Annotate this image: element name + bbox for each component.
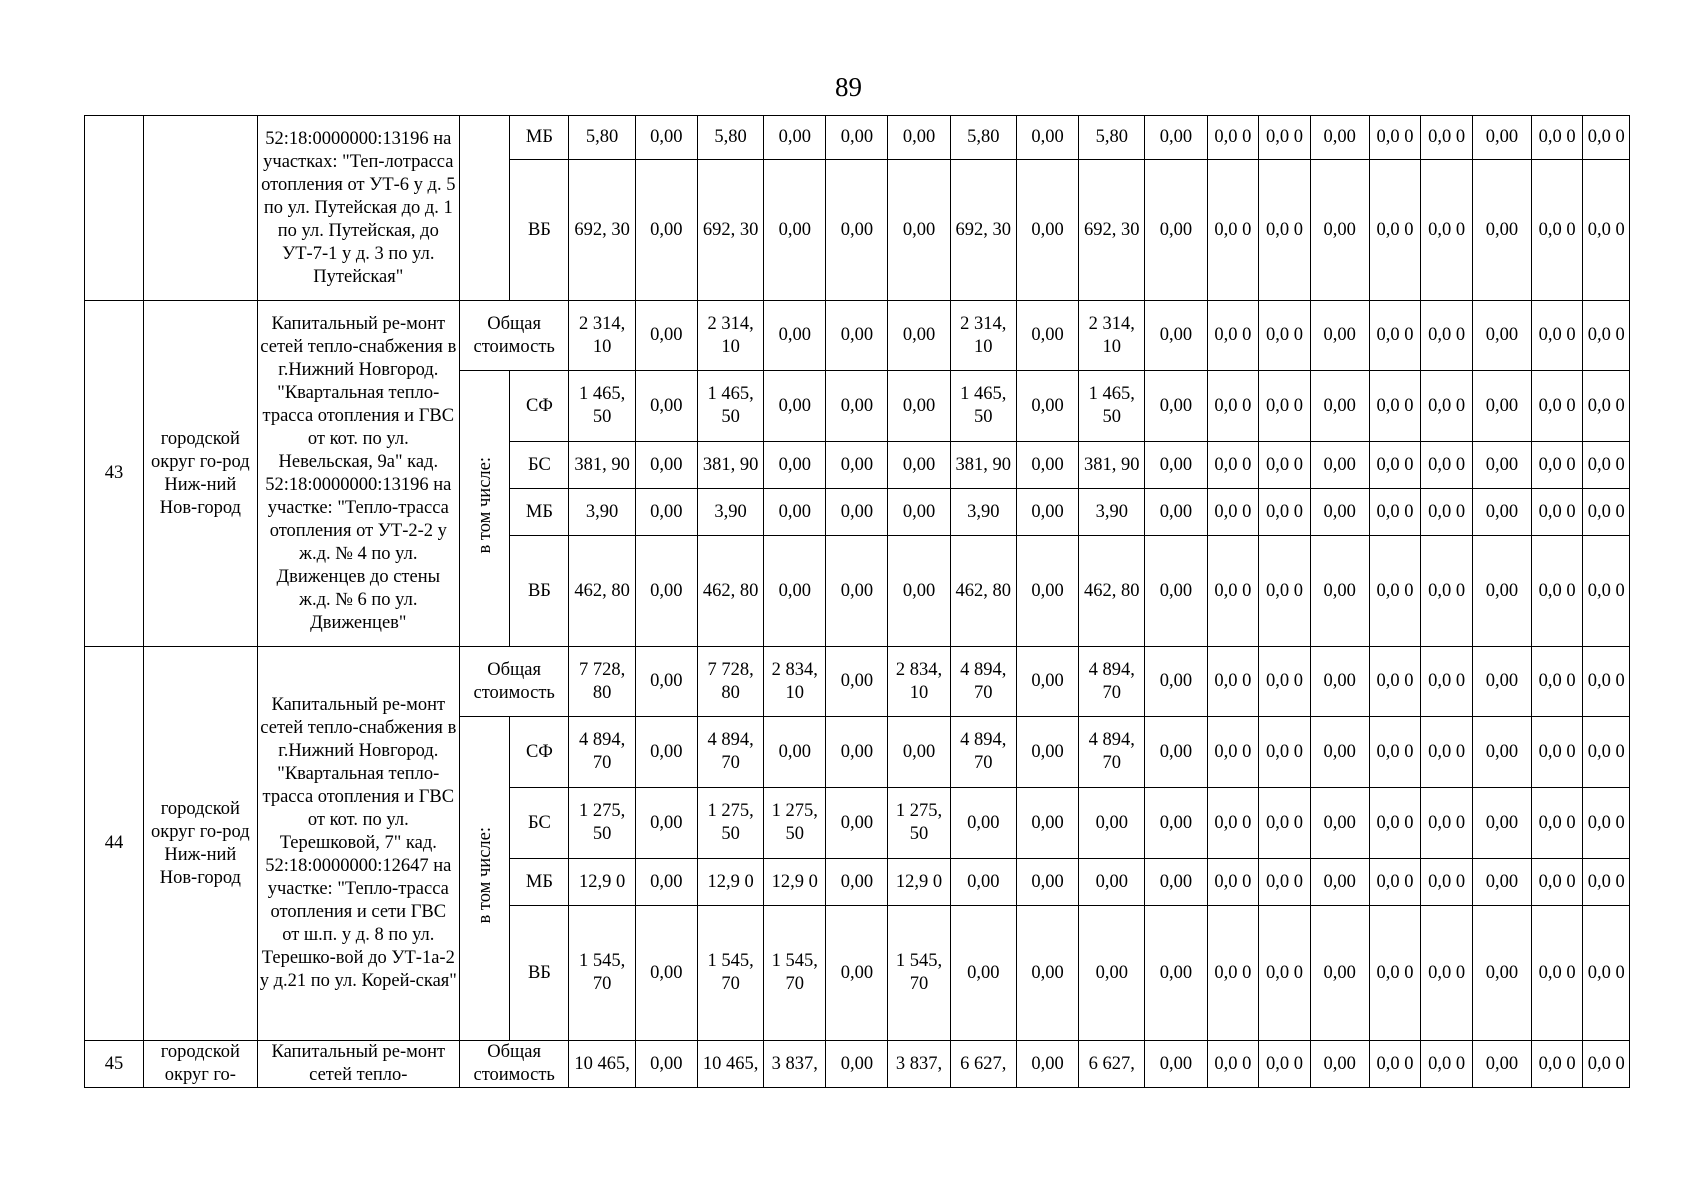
row-number-cell xyxy=(85,116,144,301)
source-value-cell: 0,00 xyxy=(950,906,1016,1041)
source-value-cell: 0,0 0 xyxy=(1583,859,1630,906)
source-value-cell: 0,0 0 xyxy=(1421,489,1473,536)
district-cell: городской округ го- xyxy=(143,1041,257,1088)
source-value-cell: 0,0 0 xyxy=(1259,859,1311,906)
source-value-cell: 0,0 0 xyxy=(1259,536,1311,647)
source-value-cell: 0,0 0 xyxy=(1583,442,1630,489)
source-value-cell: 0,00 xyxy=(826,489,888,536)
source-value-cell: 462, 80 xyxy=(950,536,1016,647)
source-value-cell: 692, 30 xyxy=(569,160,635,301)
source-value-cell: 462, 80 xyxy=(569,536,635,647)
total-value-cell: 0,00 xyxy=(1310,1041,1369,1088)
total-value-cell: 0,0 0 xyxy=(1207,301,1259,371)
total-value-cell: 0,00 xyxy=(826,301,888,371)
source-value-cell: 1 275, 50 xyxy=(569,788,635,859)
budget-table xyxy=(84,115,1630,1088)
source-value-cell: 0,00 xyxy=(1016,489,1078,536)
description-cell: Капитальный ре-монт сетей тепло-снабжения в г.Нижний Новгород. "Квартальная тепло-трасса отопления и ГВС от кот. по ул. Невельская, 9а" кад. 52:18:0000000:13196 на участке: "Тепло-трасса отопления от УТ-2-2 у ж.д. № 4 по ул. Движенцев до стены ж.д. № 6 по ул. Движенцев" xyxy=(257,301,459,647)
source-value-cell: 0,00 xyxy=(1145,859,1207,906)
source-value-cell: 0,00 xyxy=(1145,160,1207,301)
source-value-cell: 0,00 xyxy=(1079,859,1145,906)
source-value-cell: 0,0 0 xyxy=(1207,906,1259,1041)
funding-source-label: БС xyxy=(510,788,569,859)
source-value-cell: 0,00 xyxy=(1016,371,1078,442)
total-value-cell: 0,0 0 xyxy=(1421,647,1473,717)
district-cell xyxy=(143,116,257,301)
total-value-cell: 0,00 xyxy=(764,301,826,371)
source-value-cell: 0,00 xyxy=(826,717,888,788)
source-value-cell: 0,0 0 xyxy=(1207,489,1259,536)
source-value-cell: 0,00 xyxy=(1310,160,1369,301)
source-value-cell: 0,00 xyxy=(764,536,826,647)
source-value-cell: 0,00 xyxy=(950,859,1016,906)
source-value-cell: 0,0 0 xyxy=(1531,116,1583,160)
source-value-cell: 0,0 0 xyxy=(1369,489,1421,536)
source-value-cell: 0,00 xyxy=(635,717,697,788)
source-value-cell: 0,0 0 xyxy=(1421,859,1473,906)
table-row xyxy=(85,116,1630,160)
funding-source-label: ВБ xyxy=(510,536,569,647)
total-value-cell: 0,0 0 xyxy=(1259,1041,1311,1088)
source-value-cell: 0,0 0 xyxy=(1583,788,1630,859)
total-cost-label: Общая стоимость xyxy=(459,647,569,717)
source-value-cell: 0,0 0 xyxy=(1369,788,1421,859)
source-value-cell: 0,00 xyxy=(888,489,950,536)
funding-source-label: ВБ xyxy=(510,906,569,1041)
source-value-cell: 0,00 xyxy=(1472,717,1531,788)
source-value-cell: 0,0 0 xyxy=(1583,160,1630,301)
source-value-cell: 0,00 xyxy=(1145,717,1207,788)
source-value-cell: 0,0 0 xyxy=(1207,160,1259,301)
source-value-cell: 0,0 0 xyxy=(1207,536,1259,647)
total-value-cell: 0,00 xyxy=(635,301,697,371)
total-value-cell: 0,00 xyxy=(1016,301,1078,371)
total-value-cell: 4 894, 70 xyxy=(1079,647,1145,717)
source-value-cell: 1 545, 70 xyxy=(697,906,763,1041)
source-value-cell: 0,00 xyxy=(1145,442,1207,489)
source-value-cell: 5,80 xyxy=(569,116,635,160)
total-value-cell: 0,0 0 xyxy=(1207,1041,1259,1088)
description-cell: Капитальный ре-монт сетей тепло- xyxy=(257,1041,459,1088)
total-value-cell: 10 465, xyxy=(697,1041,763,1088)
source-value-cell: 3,90 xyxy=(697,489,763,536)
source-value-cell: 0,0 0 xyxy=(1421,116,1473,160)
source-value-cell: 0,00 xyxy=(826,788,888,859)
source-value-cell: 0,00 xyxy=(826,536,888,647)
total-value-cell: 0,0 0 xyxy=(1531,647,1583,717)
source-value-cell: 0,00 xyxy=(826,859,888,906)
source-value-cell: 5,80 xyxy=(1079,116,1145,160)
source-value-cell: 0,0 0 xyxy=(1531,717,1583,788)
source-value-cell: 462, 80 xyxy=(697,536,763,647)
source-value-cell: 381, 90 xyxy=(950,442,1016,489)
total-value-cell: 4 894, 70 xyxy=(950,647,1016,717)
source-value-cell: 0,0 0 xyxy=(1583,116,1630,160)
total-value-cell: 0,0 0 xyxy=(1421,301,1473,371)
source-value-cell: 0,0 0 xyxy=(1421,160,1473,301)
total-value-cell: 10 465, xyxy=(569,1041,635,1088)
source-value-cell: 0,0 0 xyxy=(1583,536,1630,647)
total-value-cell: 2 314, 10 xyxy=(1079,301,1145,371)
source-value-cell: 0,00 xyxy=(635,906,697,1041)
total-value-cell: 0,0 0 xyxy=(1583,647,1630,717)
source-value-cell: 692, 30 xyxy=(950,160,1016,301)
including-label-cell xyxy=(459,717,510,1041)
source-value-cell: 0,0 0 xyxy=(1207,788,1259,859)
source-value-cell: 0,0 0 xyxy=(1369,160,1421,301)
source-value-cell: 0,00 xyxy=(826,371,888,442)
source-value-cell: 0,00 xyxy=(1016,717,1078,788)
source-value-cell: 0,0 0 xyxy=(1421,371,1473,442)
total-value-cell: 0,00 xyxy=(1472,647,1531,717)
source-value-cell: 0,00 xyxy=(1472,859,1531,906)
source-value-cell: 381, 90 xyxy=(569,442,635,489)
source-value-cell: 0,00 xyxy=(1016,536,1078,647)
source-value-cell: 5,80 xyxy=(950,116,1016,160)
source-value-cell: 0,0 0 xyxy=(1369,371,1421,442)
total-value-cell: 0,00 xyxy=(826,1041,888,1088)
total-value-cell: 2 314, 10 xyxy=(569,301,635,371)
total-value-cell: 0,0 0 xyxy=(1369,647,1421,717)
total-cost-label: Общая стоимость xyxy=(459,1041,569,1088)
source-value-cell: 0,00 xyxy=(635,160,697,301)
source-value-cell: 381, 90 xyxy=(697,442,763,489)
total-value-cell: 0,00 xyxy=(1310,301,1369,371)
source-value-cell: 0,00 xyxy=(888,717,950,788)
source-value-cell: 462, 80 xyxy=(1079,536,1145,647)
source-value-cell: 0,00 xyxy=(635,859,697,906)
source-value-cell: 0,0 0 xyxy=(1531,160,1583,301)
including-label: в том числе: xyxy=(474,826,495,924)
source-value-cell: 0,00 xyxy=(635,371,697,442)
source-value-cell: 0,0 0 xyxy=(1259,788,1311,859)
source-value-cell: 1 275, 50 xyxy=(888,788,950,859)
total-value-cell: 0,0 0 xyxy=(1259,301,1311,371)
source-value-cell: 0,00 xyxy=(1472,442,1531,489)
total-value-cell: 3 837, xyxy=(764,1041,826,1088)
source-value-cell: 0,0 0 xyxy=(1369,859,1421,906)
total-value-cell: 0,0 0 xyxy=(1369,301,1421,371)
source-value-cell: 0,0 0 xyxy=(1531,536,1583,647)
total-value-cell: 0,00 xyxy=(1016,1041,1078,1088)
total-value-cell: 7 728, 80 xyxy=(569,647,635,717)
source-value-cell: 0,00 xyxy=(1016,160,1078,301)
source-value-cell: 0,0 0 xyxy=(1259,489,1311,536)
source-value-cell: 1 275, 50 xyxy=(764,788,826,859)
including-label-cell xyxy=(459,116,510,301)
row-number-cell: 43 xyxy=(85,301,144,647)
source-value-cell: 0,00 xyxy=(1310,489,1369,536)
total-value-cell: 2 834, 10 xyxy=(764,647,826,717)
source-value-cell: 0,0 0 xyxy=(1531,442,1583,489)
source-value-cell: 4 894, 70 xyxy=(1079,717,1145,788)
source-value-cell: 0,00 xyxy=(1145,536,1207,647)
source-value-cell: 12,9 0 xyxy=(569,859,635,906)
source-value-cell: 0,0 0 xyxy=(1421,788,1473,859)
total-value-cell: 0,00 xyxy=(1145,1041,1207,1088)
source-value-cell: 0,00 xyxy=(764,489,826,536)
source-value-cell: 0,0 0 xyxy=(1369,906,1421,1041)
source-value-cell: 0,0 0 xyxy=(1421,906,1473,1041)
source-value-cell: 0,0 0 xyxy=(1207,371,1259,442)
source-value-cell: 692, 30 xyxy=(697,160,763,301)
total-cost-label: Общая стоимость xyxy=(459,301,569,371)
source-value-cell: 0,0 0 xyxy=(1259,717,1311,788)
source-value-cell: 0,00 xyxy=(1016,442,1078,489)
source-value-cell: 0,0 0 xyxy=(1369,717,1421,788)
source-value-cell: 1 465, 50 xyxy=(697,371,763,442)
source-value-cell: 0,00 xyxy=(826,160,888,301)
row-number-cell: 45 xyxy=(85,1041,144,1088)
source-value-cell: 0,00 xyxy=(888,371,950,442)
source-value-cell: 0,00 xyxy=(1310,859,1369,906)
source-value-cell: 0,00 xyxy=(950,788,1016,859)
source-value-cell: 4 894, 70 xyxy=(950,717,1016,788)
source-value-cell: 0,0 0 xyxy=(1421,442,1473,489)
source-value-cell: 0,0 0 xyxy=(1369,536,1421,647)
source-value-cell: 0,00 xyxy=(1310,906,1369,1041)
total-value-cell: 0,00 xyxy=(1145,647,1207,717)
source-value-cell: 4 894, 70 xyxy=(697,717,763,788)
total-value-cell: 0,00 xyxy=(1016,647,1078,717)
total-value-cell: 0,00 xyxy=(1310,647,1369,717)
source-value-cell: 3,90 xyxy=(569,489,635,536)
source-value-cell: 0,00 xyxy=(1472,906,1531,1041)
source-value-cell: 0,0 0 xyxy=(1421,717,1473,788)
source-value-cell: 0,00 xyxy=(1310,717,1369,788)
table-row xyxy=(85,647,1630,717)
source-value-cell: 0,00 xyxy=(1472,371,1531,442)
funding-source-label: МБ xyxy=(510,116,569,160)
source-value-cell: 0,0 0 xyxy=(1259,160,1311,301)
source-value-cell: 0,00 xyxy=(764,116,826,160)
source-value-cell: 0,00 xyxy=(1145,371,1207,442)
source-value-cell: 0,00 xyxy=(1145,788,1207,859)
source-value-cell: 0,00 xyxy=(1310,788,1369,859)
source-value-cell: 0,00 xyxy=(635,489,697,536)
source-value-cell: 0,0 0 xyxy=(1531,859,1583,906)
source-value-cell: 0,00 xyxy=(764,717,826,788)
source-value-cell: 0,0 0 xyxy=(1531,788,1583,859)
description-cell: Капитальный ре-монт сетей тепло-снабжения в г.Нижний Новгород. "Квартальная тепло-трасса отопления и ГВС от кот. по ул. Терешковой, 7" кад. 52:18:0000000:12647 на участке: "Тепло-трасса отопления и сети ГВС от ш.п. у д. 8 по ул. Терешко-вой до УТ-1а-2 у д.21 по ул. Корей-ская" xyxy=(257,647,459,1041)
source-value-cell: 0,00 xyxy=(635,536,697,647)
total-value-cell: 2 314, 10 xyxy=(950,301,1016,371)
source-value-cell: 0,0 0 xyxy=(1207,116,1259,160)
source-value-cell: 0,0 0 xyxy=(1207,442,1259,489)
total-value-cell: 3 837, xyxy=(888,1041,950,1088)
source-value-cell: 0,00 xyxy=(1079,788,1145,859)
source-value-cell: 0,00 xyxy=(1016,859,1078,906)
source-value-cell: 1 275, 50 xyxy=(697,788,763,859)
source-value-cell: 0,00 xyxy=(1472,160,1531,301)
funding-source-label: БС xyxy=(510,442,569,489)
source-value-cell: 1 465, 50 xyxy=(950,371,1016,442)
total-value-cell: 0,0 0 xyxy=(1583,1041,1630,1088)
funding-source-label: МБ xyxy=(510,489,569,536)
total-value-cell: 0,00 xyxy=(1472,1041,1531,1088)
total-value-cell: 2 314, 10 xyxy=(697,301,763,371)
source-value-cell: 0,00 xyxy=(888,160,950,301)
source-value-cell: 12,9 0 xyxy=(697,859,763,906)
district-cell: городской округ го-род Ниж-ний Нов-город xyxy=(143,647,257,1041)
source-value-cell: 1 465, 50 xyxy=(1079,371,1145,442)
source-value-cell: 0,00 xyxy=(764,160,826,301)
funding-source-label: МБ xyxy=(510,859,569,906)
source-value-cell: 0,00 xyxy=(635,788,697,859)
total-value-cell: 0,00 xyxy=(1472,301,1531,371)
source-value-cell: 0,00 xyxy=(1472,116,1531,160)
source-value-cell: 0,0 0 xyxy=(1531,489,1583,536)
total-value-cell: 0,0 0 xyxy=(1583,301,1630,371)
source-value-cell: 0,0 0 xyxy=(1583,371,1630,442)
source-value-cell: 0,0 0 xyxy=(1531,371,1583,442)
source-value-cell: 0,00 xyxy=(1016,116,1078,160)
total-value-cell: 6 627, xyxy=(1079,1041,1145,1088)
source-value-cell: 0,0 0 xyxy=(1207,859,1259,906)
source-value-cell: 4 894, 70 xyxy=(569,717,635,788)
including-label-cell xyxy=(459,371,510,647)
source-value-cell: 692, 30 xyxy=(1079,160,1145,301)
funding-source-label: СФ xyxy=(510,717,569,788)
source-value-cell: 0,00 xyxy=(1310,442,1369,489)
total-value-cell: 0,0 0 xyxy=(1531,301,1583,371)
table-row xyxy=(85,301,1630,371)
source-value-cell: 0,0 0 xyxy=(1259,906,1311,1041)
source-value-cell: 3,90 xyxy=(1079,489,1145,536)
source-value-cell: 0,00 xyxy=(826,442,888,489)
source-value-cell: 0,00 xyxy=(888,442,950,489)
total-value-cell: 0,00 xyxy=(1145,301,1207,371)
source-value-cell: 12,9 0 xyxy=(888,859,950,906)
total-value-cell: 0,0 0 xyxy=(1369,1041,1421,1088)
source-value-cell: 0,0 0 xyxy=(1259,442,1311,489)
source-value-cell: 0,0 0 xyxy=(1259,371,1311,442)
funding-source-label: ВБ xyxy=(510,160,569,301)
source-value-cell: 0,00 xyxy=(1472,788,1531,859)
source-value-cell: 381, 90 xyxy=(1079,442,1145,489)
total-value-cell: 0,00 xyxy=(635,1041,697,1088)
source-value-cell: 0,00 xyxy=(635,442,697,489)
description-cell: 52:18:0000000:13196 на участках: "Теп-лотрасса отопления от УТ-6 у д. 5 по ул. Путейская до д. 1 по ул. Путейская, до УТ-7-1 у д. 3 по ул. Путейская" xyxy=(257,116,459,301)
source-value-cell: 1 545, 70 xyxy=(569,906,635,1041)
source-value-cell: 0,00 xyxy=(764,442,826,489)
total-value-cell: 2 834, 10 xyxy=(888,647,950,717)
source-value-cell: 0,00 xyxy=(1472,536,1531,647)
source-value-cell: 0,0 0 xyxy=(1421,536,1473,647)
source-value-cell: 0,00 xyxy=(1310,536,1369,647)
total-value-cell: 0,0 0 xyxy=(1531,1041,1583,1088)
row-number-cell: 44 xyxy=(85,647,144,1041)
source-value-cell: 5,80 xyxy=(697,116,763,160)
total-value-cell: 6 627, xyxy=(950,1041,1016,1088)
source-value-cell: 0,00 xyxy=(1145,116,1207,160)
source-value-cell: 0,00 xyxy=(1145,489,1207,536)
table-row xyxy=(85,1041,1630,1088)
source-value-cell: 12,9 0 xyxy=(764,859,826,906)
total-value-cell: 0,00 xyxy=(635,647,697,717)
source-value-cell: 0,0 0 xyxy=(1369,442,1421,489)
source-value-cell: 0,00 xyxy=(1310,371,1369,442)
source-value-cell: 1 545, 70 xyxy=(764,906,826,1041)
source-value-cell: 0,00 xyxy=(826,116,888,160)
source-value-cell: 0,0 0 xyxy=(1207,717,1259,788)
total-value-cell: 7 728, 80 xyxy=(697,647,763,717)
source-value-cell: 1 545, 70 xyxy=(888,906,950,1041)
source-value-cell: 3,90 xyxy=(950,489,1016,536)
source-value-cell: 0,00 xyxy=(826,906,888,1041)
total-value-cell: 0,00 xyxy=(888,301,950,371)
page-number: 89 xyxy=(835,72,862,102)
source-value-cell: 0,00 xyxy=(1079,906,1145,1041)
source-value-cell: 0,00 xyxy=(635,116,697,160)
source-value-cell: 0,0 0 xyxy=(1531,906,1583,1041)
total-value-cell: 0,0 0 xyxy=(1259,647,1311,717)
source-value-cell: 0,00 xyxy=(764,371,826,442)
source-value-cell: 0,00 xyxy=(1310,116,1369,160)
source-value-cell: 0,0 0 xyxy=(1259,116,1311,160)
source-value-cell: 0,00 xyxy=(1472,489,1531,536)
district-cell: городской округ го-род Ниж-ний Нов-город xyxy=(143,301,257,647)
total-value-cell: 0,0 0 xyxy=(1421,1041,1473,1088)
total-value-cell: 0,0 0 xyxy=(1207,647,1259,717)
source-value-cell: 1 465, 50 xyxy=(569,371,635,442)
source-value-cell: 0,0 0 xyxy=(1583,717,1630,788)
source-value-cell: 0,0 0 xyxy=(1583,906,1630,1041)
funding-source-label: СФ xyxy=(510,371,569,442)
source-value-cell: 0,0 0 xyxy=(1583,489,1630,536)
source-value-cell: 0,0 0 xyxy=(1369,116,1421,160)
source-value-cell: 0,00 xyxy=(1016,906,1078,1041)
source-value-cell: 0,00 xyxy=(888,536,950,647)
including-label: в том числе: xyxy=(474,456,495,554)
source-value-cell: 0,00 xyxy=(1016,788,1078,859)
total-value-cell: 0,00 xyxy=(826,647,888,717)
source-value-cell: 0,00 xyxy=(1145,906,1207,1041)
source-value-cell: 0,00 xyxy=(888,116,950,160)
